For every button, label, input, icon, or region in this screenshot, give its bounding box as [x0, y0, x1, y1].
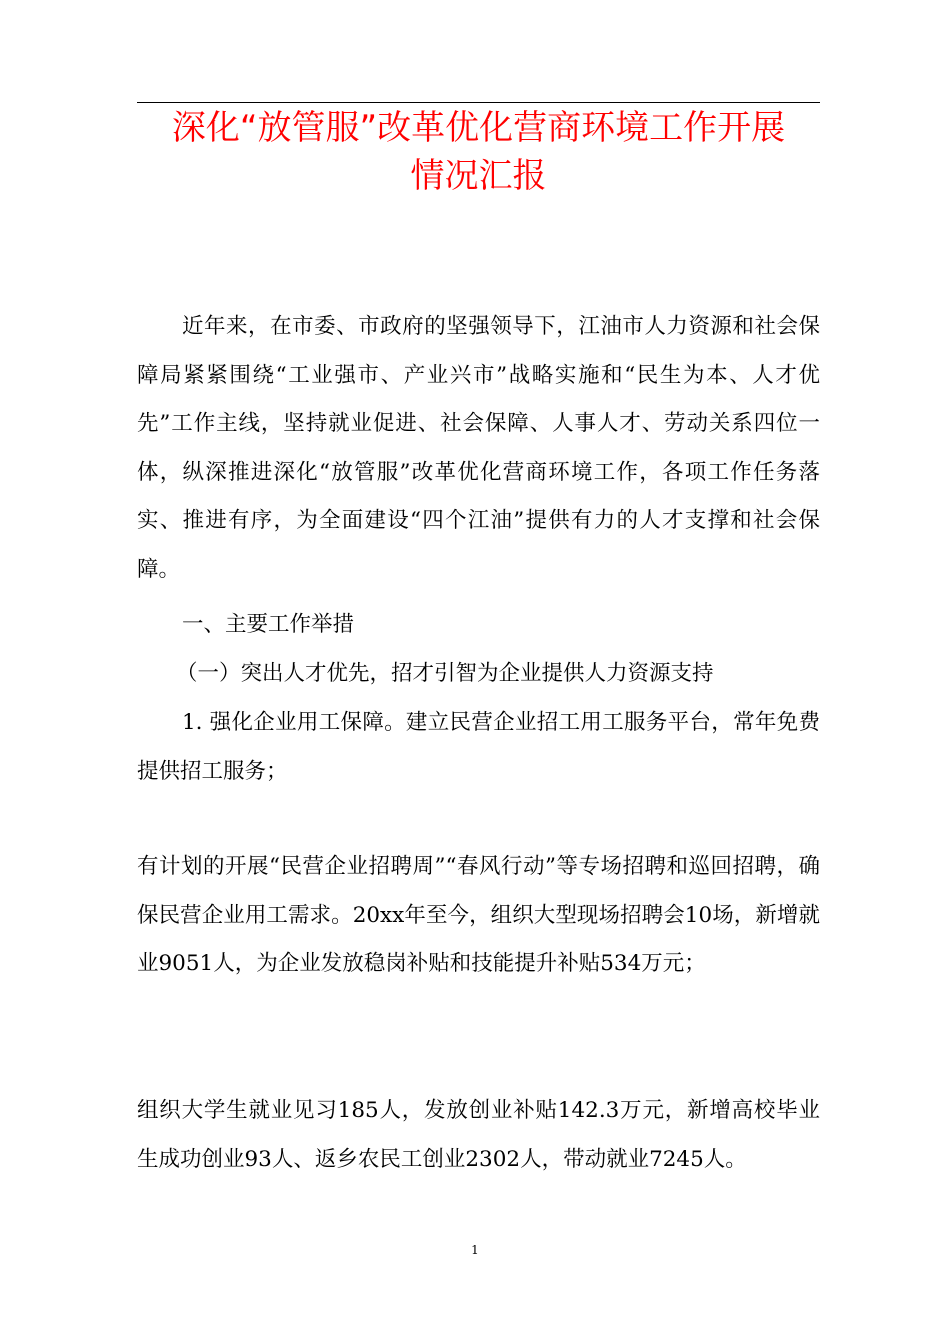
paragraph-intro: 近年来，在市委、市政府的坚强领导下，江油市人力资源和社会保障局紧紧围绕“工业强市、产业兴市”战略实施和“民生为本、人才优先”工作主线，坚持就业促进、社会保障、人事人才、劳动关系四位一体，纵深推进深化“放管服”改革优化营商环境工作，各项工作任务落实、推进有序，为全面建设“四个江油”提供有力的人才支撑和社会保障。	[137, 314, 820, 582]
paragraph-continuation-1: 有计划的开展“民营企业招聘周”“春风行动”等专场招聘和巡回招聘，确保民营企业用工需求。20xx年至今，组织大型现场招聘会10场，新增就业9051人，为企业发放稳岗补贴和技能提升补贴534万元；	[137, 854, 820, 976]
header-rule	[137, 102, 820, 103]
page-number: 1	[471, 1243, 479, 1257]
paragraph-continuation-2: 组织大学生就业见习185人，发放创业补贴142.3万元，新增高校毕业生成功创业93人、返乡农民工创业2302人，带动就业7245人。	[137, 1098, 820, 1172]
document-title	[137, 104, 820, 200]
paragraph-item-1: 1. 强化企业用工保障。建立民营企业招工用工服务平台，常年免费提供招工服务；	[137, 710, 820, 784]
subsection-heading-1: （一）突出人才优先，招才引智为企业提供人力资源支持	[176, 661, 714, 686]
section-heading-1: 一、主要工作举措	[182, 612, 355, 637]
title-line-1: 深化“放管服”改革优化营商环境工作开展	[171, 108, 786, 148]
title-line-2: 情况汇报	[410, 156, 547, 196]
